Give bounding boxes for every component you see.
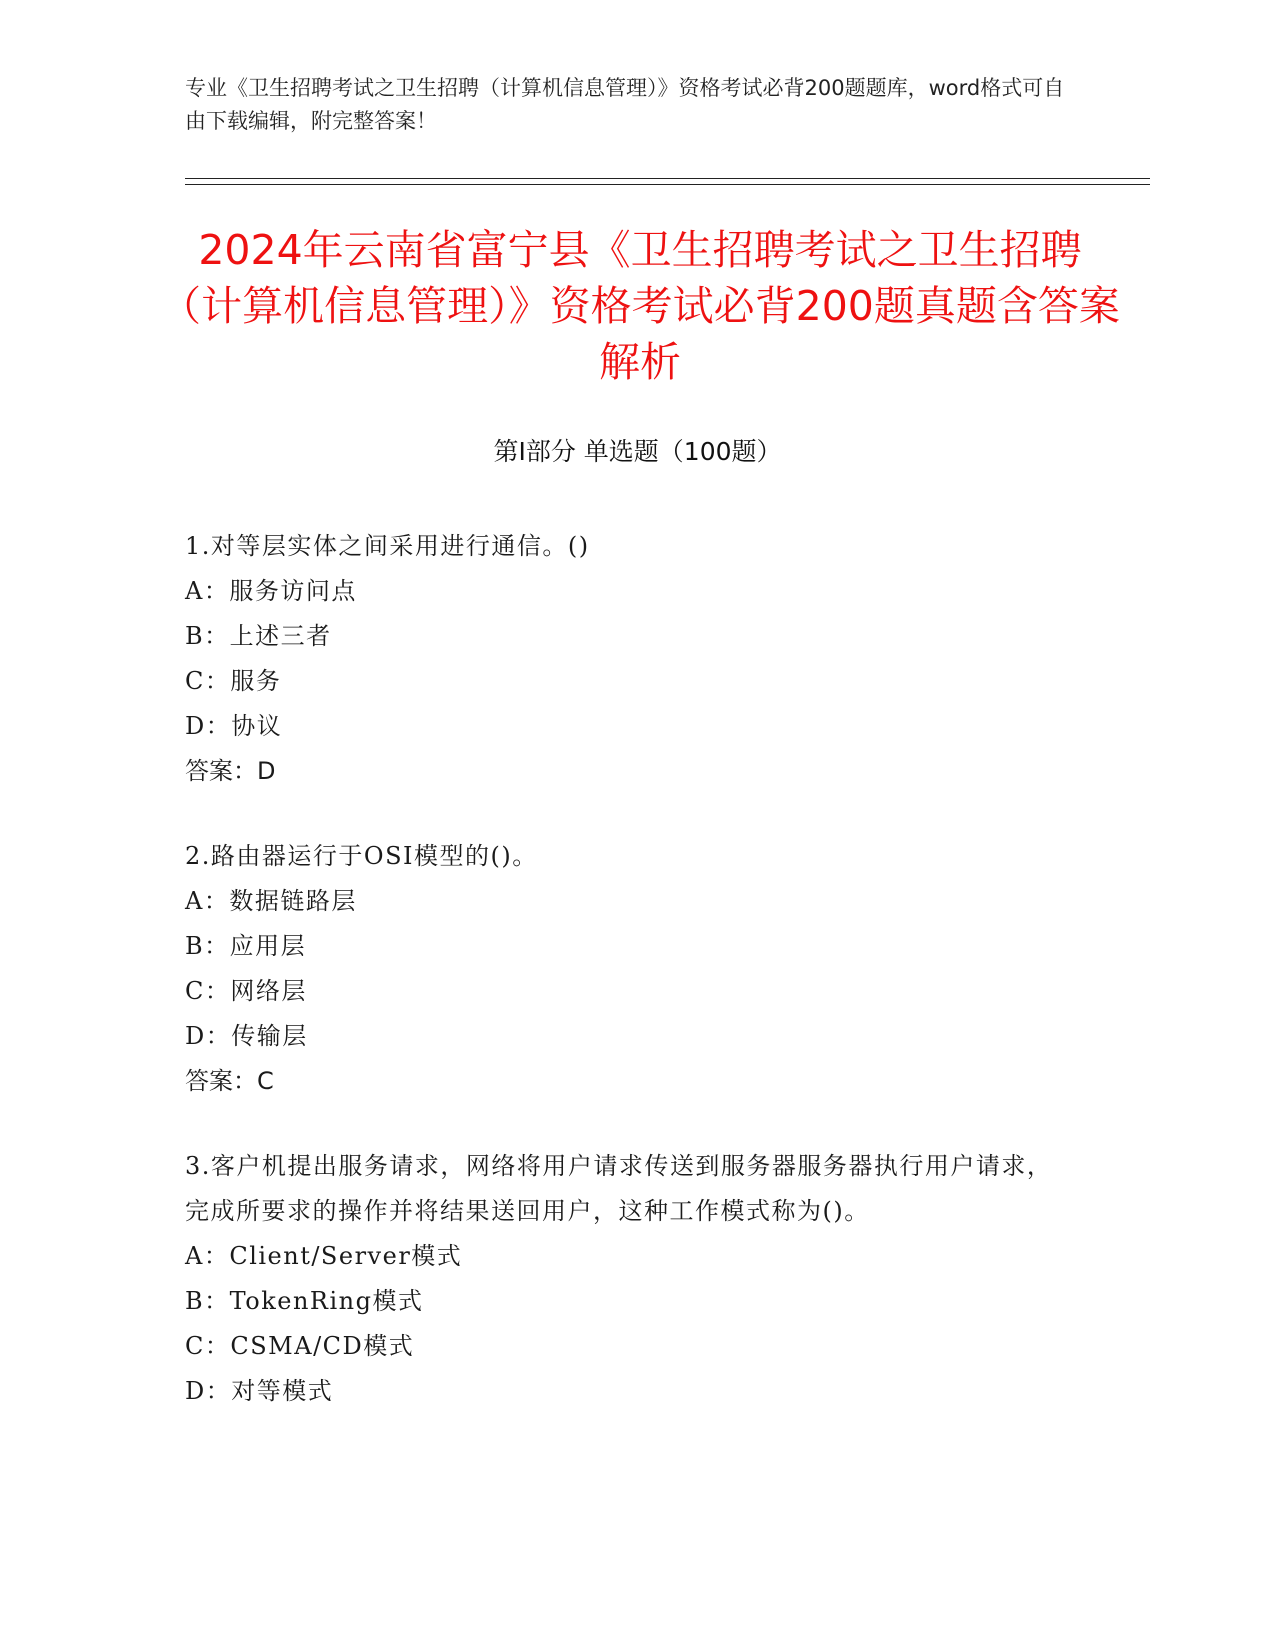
option-a: A：服务访问点: [185, 577, 357, 605]
answer: 答案：C: [185, 1067, 274, 1095]
question-stem: 3.客户机提出服务请求，网络将用户请求传送到服务器服务器执行用户请求，完成所要求的操作并将结果送回用户，这种工作模式称为()。: [185, 1152, 1053, 1225]
option-b: B：上述三者: [185, 622, 332, 650]
question-stem: 2.路由器运行于OSI模型的()。: [185, 842, 538, 870]
answer: 答案：D: [185, 757, 276, 785]
option-c: C：CSMA/CD模式: [185, 1332, 415, 1360]
header-note: 专业《卫生招聘考试之卫生招聘（计算机信息管理）》资格考试必背200题题库，word格式可自由下载编辑，附完整答案！: [185, 76, 1065, 133]
document-title: 2024年云南省富宁县《卫生招聘考试之卫生招聘（计算机信息管理）》资格考试必背200题真题含答案解析: [160, 226, 1120, 386]
question-3: [185, 1144, 1065, 1414]
option-d: D：对等模式: [185, 1377, 334, 1405]
option-b: B：应用层: [185, 932, 307, 960]
option-a: A：数据链路层: [185, 887, 357, 915]
option-c: C：服务: [185, 667, 282, 695]
option-a: A：Client/Server模式: [185, 1242, 463, 1270]
option-d: D：协议: [185, 712, 283, 740]
option-b: B：TokenRing模式: [185, 1287, 424, 1315]
question-list: [185, 524, 1065, 1454]
header-rule-top: [185, 178, 1150, 179]
option-d: D：传输层: [185, 1022, 308, 1050]
question-2: [185, 834, 1065, 1104]
header-rule-bottom: [185, 184, 1150, 185]
option-c: C：网络层: [185, 977, 307, 1005]
question-stem: 1.对等层实体之间采用进行通信。(): [185, 532, 590, 560]
section-title: 第Ⅰ部分 单选题（100题）: [493, 437, 782, 466]
question-1: [185, 524, 1065, 794]
